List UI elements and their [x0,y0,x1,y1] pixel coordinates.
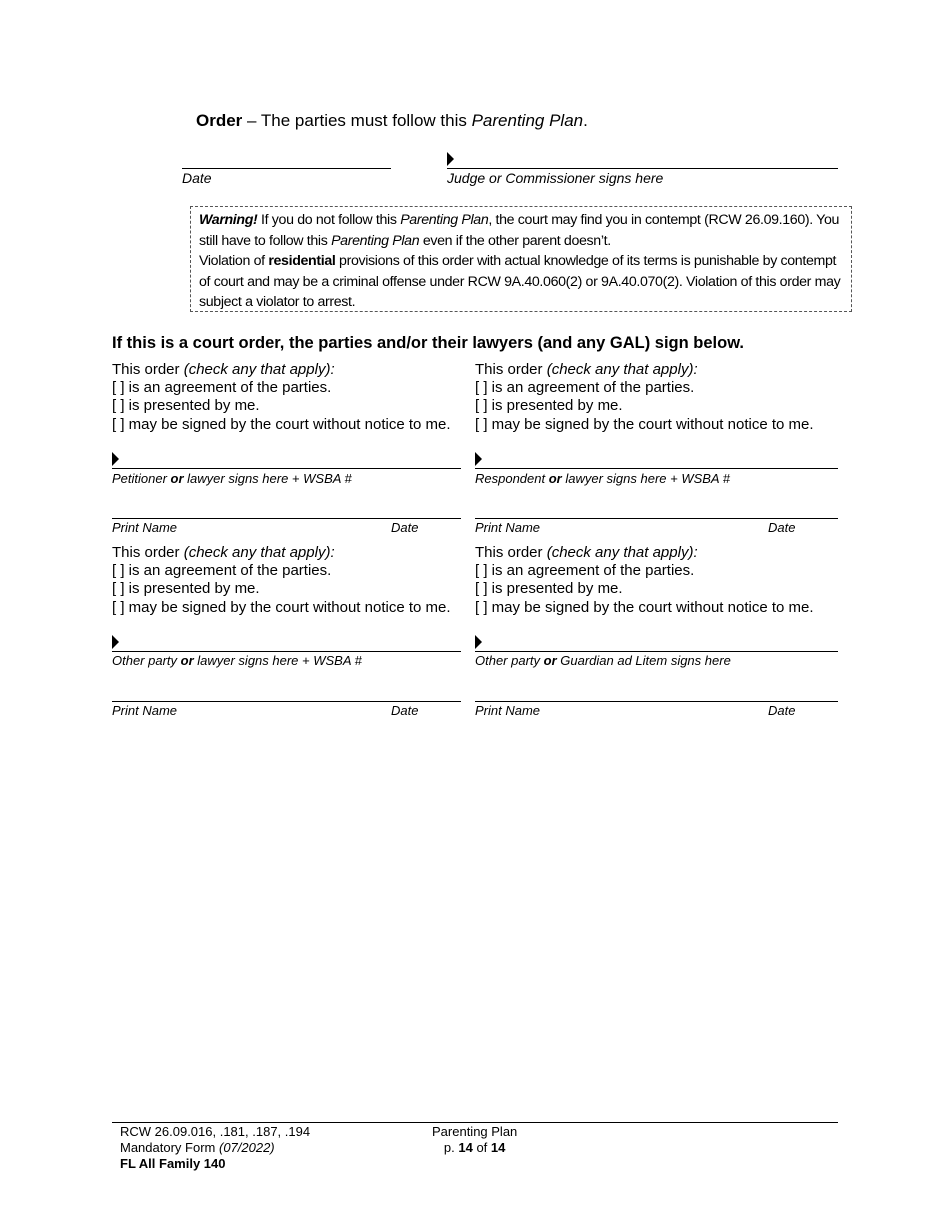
warning-paragraph-1: Warning! If you do not follow this Parenting Plan, the court may find you in contempt (RCW 26.09.160). You still have to follow this Parenting Plan even if the other parent doesn’t. [199,212,840,249]
check-intro: This order (check any that apply): [112,361,335,378]
judge-signature-line[interactable] [447,168,838,169]
date-label: Date [182,170,212,186]
date-label: Date [768,703,796,718]
petitioner-signature-line[interactable] [112,468,461,469]
gal-print-name-line[interactable] [475,701,838,702]
checkbox-no-notice[interactable]: [ ] may be signed by the court without notice to me. [475,415,814,433]
checkbox-no-notice[interactable]: [ ] may be signed by the court without notice to me. [475,598,814,616]
checkbox-presented[interactable]: [ ] is presented by me. [112,397,260,415]
checkbox-presented[interactable]: [ ] is presented by me. [475,397,623,415]
footer-form-id: FL All Family 140 [120,1156,226,1171]
checkbox-agreement[interactable]: [ ] is an agreement of the parties. [112,379,332,397]
check-options-gal [475,544,814,617]
footer-left [120,1124,310,1172]
footer-doc-title: Parenting Plan [432,1124,518,1139]
respondent-print-name-line[interactable] [475,518,838,519]
date-label: Date [768,520,796,535]
checkbox-presented[interactable]: [ ] is presented by me. [112,580,260,598]
check-options-respondent [475,361,814,434]
checkbox-agreement[interactable]: [ ] is an agreement of the parties. [475,379,695,397]
signatures-heading: If this is a court order, the parties and/or their lawyers (and any GAL) sign below. [112,334,745,352]
checkbox-no-notice[interactable]: [ ] may be signed by the court without notice to me. [112,415,451,433]
checkbox-presented[interactable]: [ ] is presented by me. [475,580,623,598]
petitioner-signature-label: Petitioner or lawyer signs here + WSBA # [112,471,352,486]
print-name-label: Print Name [112,703,178,718]
sign-here-arrow-icon [447,152,454,166]
footer-page-number: p. 14 of 14 [443,1140,506,1155]
sign-here-arrow-icon [475,635,482,649]
petitioner-print-name-line[interactable] [112,518,461,519]
checkbox-no-notice[interactable]: [ ] may be signed by the court without notice to me. [112,598,451,616]
print-name-label: Print Name [475,520,541,535]
respondent-signature-label: Respondent or lawyer signs here + WSBA # [475,471,730,486]
check-options-petitioner [112,361,451,434]
date-signature-line[interactable] [182,168,391,169]
checkbox-agreement[interactable]: [ ] is an agreement of the parties. [475,562,695,580]
footer-mandatory: Mandatory Form (07/2022) [120,1140,275,1155]
date-label: Date [391,703,419,718]
print-name-label: Print Name [475,703,541,718]
checkbox-agreement[interactable]: [ ] is an agreement of the parties. [112,562,332,580]
check-intro: This order (check any that apply): [475,544,698,561]
check-intro: This order (check any that apply): [475,361,698,378]
other-party-signature-label: Other party or lawyer signs here + WSBA # [112,653,362,668]
gal-signature-line[interactable] [475,651,838,652]
date-label: Date [391,520,419,535]
gal-signature-label: Other party or Guardian ad Litem signs here [475,653,731,668]
other-party-print-name-line[interactable] [112,701,461,702]
judge-label: Judge or Commissioner signs here [447,170,664,186]
order-title: Order – The parties must follow this Parenting Plan. [196,111,588,130]
respondent-signature-line[interactable] [475,468,838,469]
check-options-other-party [112,544,451,617]
other-party-signature-line[interactable] [112,651,461,652]
footer-rcw: RCW 26.09.016, .181, .187, .194 [120,1124,311,1139]
footer-divider [112,1122,838,1123]
check-intro: This order (check any that apply): [112,544,335,561]
footer-center [432,1124,517,1156]
sign-here-arrow-icon [112,452,119,466]
print-name-label: Print Name [112,520,178,535]
warning-paragraph-2: Violation of residential provisions of this order with actual knowledge of its terms is punishable by contempt of court and may be a criminal offense under RCW 9A.40.060(2) or 9A.40.070(2). Violation of this order may subject a violator to arrest. [199,253,841,310]
sign-here-arrow-icon [112,635,119,649]
sign-here-arrow-icon [475,452,482,466]
warning-box [190,206,852,312]
